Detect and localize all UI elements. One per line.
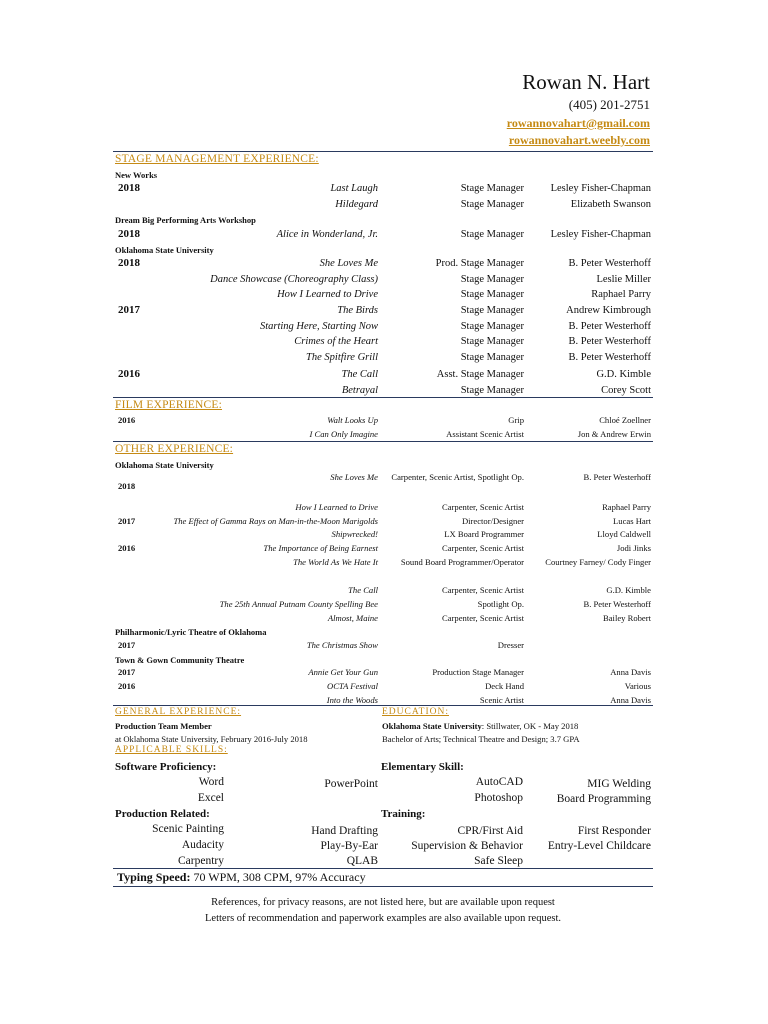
- skill-item: Hand Drafting: [311, 825, 378, 837]
- year-label: 2016: [118, 368, 140, 380]
- show-title: Annie Get Your Gun: [308, 667, 378, 677]
- show-title: Betrayal: [341, 385, 378, 396]
- year-label: 2018: [118, 257, 140, 269]
- role-label: Carpenter, Scenic Artist: [442, 585, 524, 595]
- show-title: Into the Woods: [326, 695, 378, 705]
- skill-item: First Responder: [577, 825, 651, 837]
- year-label: 2018: [118, 481, 136, 491]
- year-label: 2016: [118, 415, 136, 425]
- director-name: Lesley Fisher-Chapman: [550, 183, 651, 194]
- show-title: Alice in Wonderland, Jr.: [276, 229, 378, 240]
- role-label: Dresser: [497, 640, 524, 650]
- show-title: The 25th Annual Putnam County Spelling Bee: [219, 599, 378, 609]
- director-name: G.D. Kimble: [606, 585, 651, 595]
- director-name: Raphael Parry: [591, 289, 651, 300]
- divider-rule: [113, 705, 653, 706]
- show-title: The Call: [348, 585, 378, 595]
- education-school-line: [382, 720, 578, 733]
- year-label: 2018: [118, 228, 140, 240]
- show-title: She Loves Me: [319, 258, 378, 269]
- general-detail: at Oklahoma State University, February 2016-July 2018: [115, 734, 308, 744]
- director-name: B. Peter Westerhoff: [583, 599, 651, 609]
- typing-value: 70 WPM, 308 CPM, 97% Accuracy: [190, 870, 366, 884]
- show-title: Crimes of the Heart: [294, 336, 378, 347]
- show-title: OCTA Festival: [326, 681, 378, 691]
- role-label: Sound Board Programmer/Operator: [400, 557, 524, 567]
- director-name: B. Peter Westerhoff: [568, 352, 651, 363]
- skill-item: Scenic Painting: [152, 823, 224, 835]
- skill-item: MIG Welding: [587, 778, 651, 790]
- skill-item: CPR/First Aid: [457, 825, 523, 837]
- general-section-title: GENERAL EXPERIENCE:: [115, 707, 242, 717]
- role-label: Carpenter, Scenic Artist: [442, 543, 524, 553]
- elementary-heading: Elementary Skill:: [381, 761, 464, 773]
- other-section-title: OTHER EXPERIENCE:: [115, 443, 234, 455]
- show-title: The Effect of Gamma Rays on Man-in-the-Moon Marigolds: [173, 516, 378, 526]
- year-label: 2017: [118, 304, 140, 316]
- divider-rule: [113, 397, 653, 398]
- director-name: Chloé Zoellner: [599, 415, 651, 425]
- director-name: Elizabeth Swanson: [570, 199, 651, 210]
- role-label: Carpenter, Scenic Artist: [442, 502, 524, 512]
- education-place: : Stillwater, OK - May 2018: [481, 721, 579, 731]
- skill-item: PowerPoint: [324, 778, 378, 790]
- role-label: Stage Manager: [460, 229, 524, 240]
- skill-item: Carpentry: [178, 855, 224, 867]
- director-name: Various: [624, 681, 651, 691]
- show-title: Walt Looks Up: [327, 415, 378, 425]
- divider-rule: [113, 441, 653, 442]
- show-title: She Loves Me: [330, 472, 378, 482]
- director-name: Jon & Andrew Erwin: [577, 429, 651, 439]
- role-label: Carpenter, Scenic Artist, Spotlight Op.: [391, 472, 524, 482]
- show-title: The Christmas Show: [306, 640, 378, 650]
- role-label: Production Stage Manager: [432, 667, 524, 677]
- director-name: Lloyd Caldwell: [597, 529, 651, 539]
- director-name: G.D. Kimble: [596, 369, 651, 380]
- director-name: B. Peter Westerhoff: [568, 258, 651, 269]
- director-name: Anna Davis: [610, 695, 651, 705]
- show-title: Shipwrecked!: [331, 529, 378, 539]
- year-label: 2016: [118, 543, 136, 553]
- subhead-town-gown: Town & Gown Community Theatre: [115, 655, 245, 665]
- role-label: Stage Manager: [460, 352, 524, 363]
- show-title: Almost, Maine: [327, 613, 378, 623]
- director-name: Corey Scott: [601, 385, 651, 396]
- director-name: Anna Davis: [610, 667, 651, 677]
- subhead-new-works: New Works: [115, 170, 158, 180]
- director-name: Lesley Fisher-Chapman: [550, 229, 651, 240]
- skill-item: Photoshop: [474, 792, 523, 804]
- director-name: Bailey Robert: [603, 613, 651, 623]
- skill-item: Play-By-Ear: [320, 840, 378, 852]
- skill-item: QLAB: [346, 855, 378, 867]
- skills-section-title: APPLICABLE SKILLS:: [115, 745, 228, 755]
- role-label: Asst. Stage Manager: [436, 369, 524, 380]
- year-label: 2017: [118, 516, 136, 526]
- role-label: Deck Hand: [485, 681, 524, 691]
- director-name: Leslie Miller: [596, 274, 651, 285]
- role-label: Spotlight Op.: [477, 599, 524, 609]
- resume-name: Rowan N. Hart: [522, 70, 650, 94]
- skill-item: Supervision & Behavior: [411, 840, 523, 852]
- education-section-title: EDUCATION:: [382, 707, 449, 717]
- skill-item: Entry-Level Childcare: [547, 840, 651, 852]
- subhead-osu-other: Oklahoma State University: [115, 460, 214, 470]
- website-link[interactable]: rowannovahart.weebly.com: [508, 133, 650, 147]
- subhead-dream-big: Dream Big Performing Arts Workshop: [115, 215, 256, 225]
- role-label: Stage Manager: [460, 305, 524, 316]
- role-label: Stage Manager: [460, 385, 524, 396]
- role-label: Scenic Artist: [479, 695, 524, 705]
- email-link[interactable]: rowannovahart@gmail.com: [506, 116, 650, 130]
- director-name: B. Peter Westerhoff: [583, 472, 651, 482]
- skill-item: Safe Sleep: [474, 855, 523, 867]
- show-title: The Spitfire Grill: [306, 352, 378, 363]
- role-label: Grip: [508, 415, 524, 425]
- film-section-title: FILM EXPERIENCE:: [115, 399, 223, 411]
- show-title: The Importance of Being Earnest: [263, 543, 378, 553]
- role-label: LX Board Programmer: [444, 529, 524, 539]
- skill-item: Board Programming: [556, 793, 651, 805]
- role-label: Stage Manager: [460, 183, 524, 194]
- role-label: Stage Manager: [460, 274, 524, 285]
- role-label: Assistant Scenic Artist: [446, 429, 524, 439]
- skill-item: Excel: [197, 792, 224, 804]
- show-title: Starting Here, Starting Now: [259, 321, 378, 332]
- director-name: B. Peter Westerhoff: [568, 336, 651, 347]
- role-label: Prod. Stage Manager: [435, 258, 524, 269]
- role-label: Stage Manager: [460, 336, 524, 347]
- divider-rule: [113, 886, 653, 887]
- director-name: Courtney Farney/ Cody Finger: [545, 557, 651, 567]
- divider-rule: [113, 868, 653, 869]
- training-heading: Training:: [381, 808, 426, 820]
- show-title: How I Learned to Drive: [295, 502, 378, 512]
- show-title: Hildegard: [335, 199, 378, 210]
- director-name: Andrew Kimbrough: [566, 305, 651, 316]
- footer-references: References, for privacy reasons, are not listed here, but are available upon request: [211, 897, 555, 908]
- skill-item: Audacity: [181, 839, 224, 851]
- show-title: The Call: [341, 369, 378, 380]
- director-name: Raphael Parry: [602, 502, 651, 512]
- role-label: Stage Manager: [460, 199, 524, 210]
- year-label: 2018: [118, 182, 140, 194]
- production-heading: Production Related:: [115, 808, 210, 820]
- divider-rule: [113, 151, 653, 152]
- general-role: Production Team Member: [115, 721, 212, 731]
- show-title: Last Laugh: [330, 183, 378, 194]
- skill-item: Word: [198, 776, 224, 788]
- subhead-philharmonic: Philharmonic/Lyric Theatre of Oklahoma: [115, 627, 267, 637]
- role-label: Carpenter, Scenic Artist: [442, 613, 524, 623]
- show-title: The World As We Hate It: [293, 557, 378, 567]
- footer-letters: Letters of recommendation and paperwork examples are also available upon request.: [205, 913, 561, 924]
- year-label: 2016: [118, 681, 136, 691]
- software-heading: Software Proficiency:: [115, 761, 217, 773]
- stage-section-title: STAGE MANAGEMENT EXPERIENCE:: [115, 153, 319, 165]
- year-label: 2017: [118, 667, 136, 677]
- director-name: Jodi Jinks: [616, 543, 651, 553]
- director-name: B. Peter Westerhoff: [568, 321, 651, 332]
- role-label: Director/Designer: [461, 516, 524, 526]
- phone-number: (405) 201-2751: [568, 97, 650, 112]
- skill-item: AutoCAD: [475, 776, 523, 788]
- typing-speed: [117, 870, 366, 885]
- typing-label: Typing Speed:: [117, 870, 191, 884]
- show-title: How I Learned to Drive: [277, 289, 378, 300]
- education-degree: Bachelor of Arts; Technical Theatre and Design; 3.7 GPA: [382, 734, 580, 744]
- year-label: 2017: [118, 640, 136, 650]
- subhead-osu: Oklahoma State University: [115, 245, 214, 255]
- show-title: The Birds: [337, 305, 378, 316]
- director-name: Lucas Hart: [613, 516, 651, 526]
- show-title: I Can Only Imagine: [309, 429, 378, 439]
- role-label: Stage Manager: [460, 289, 524, 300]
- role-label: Stage Manager: [460, 321, 524, 332]
- education-school: Oklahoma State University: [382, 721, 482, 731]
- show-title: Dance Showcase (Choreography Class): [210, 274, 378, 285]
